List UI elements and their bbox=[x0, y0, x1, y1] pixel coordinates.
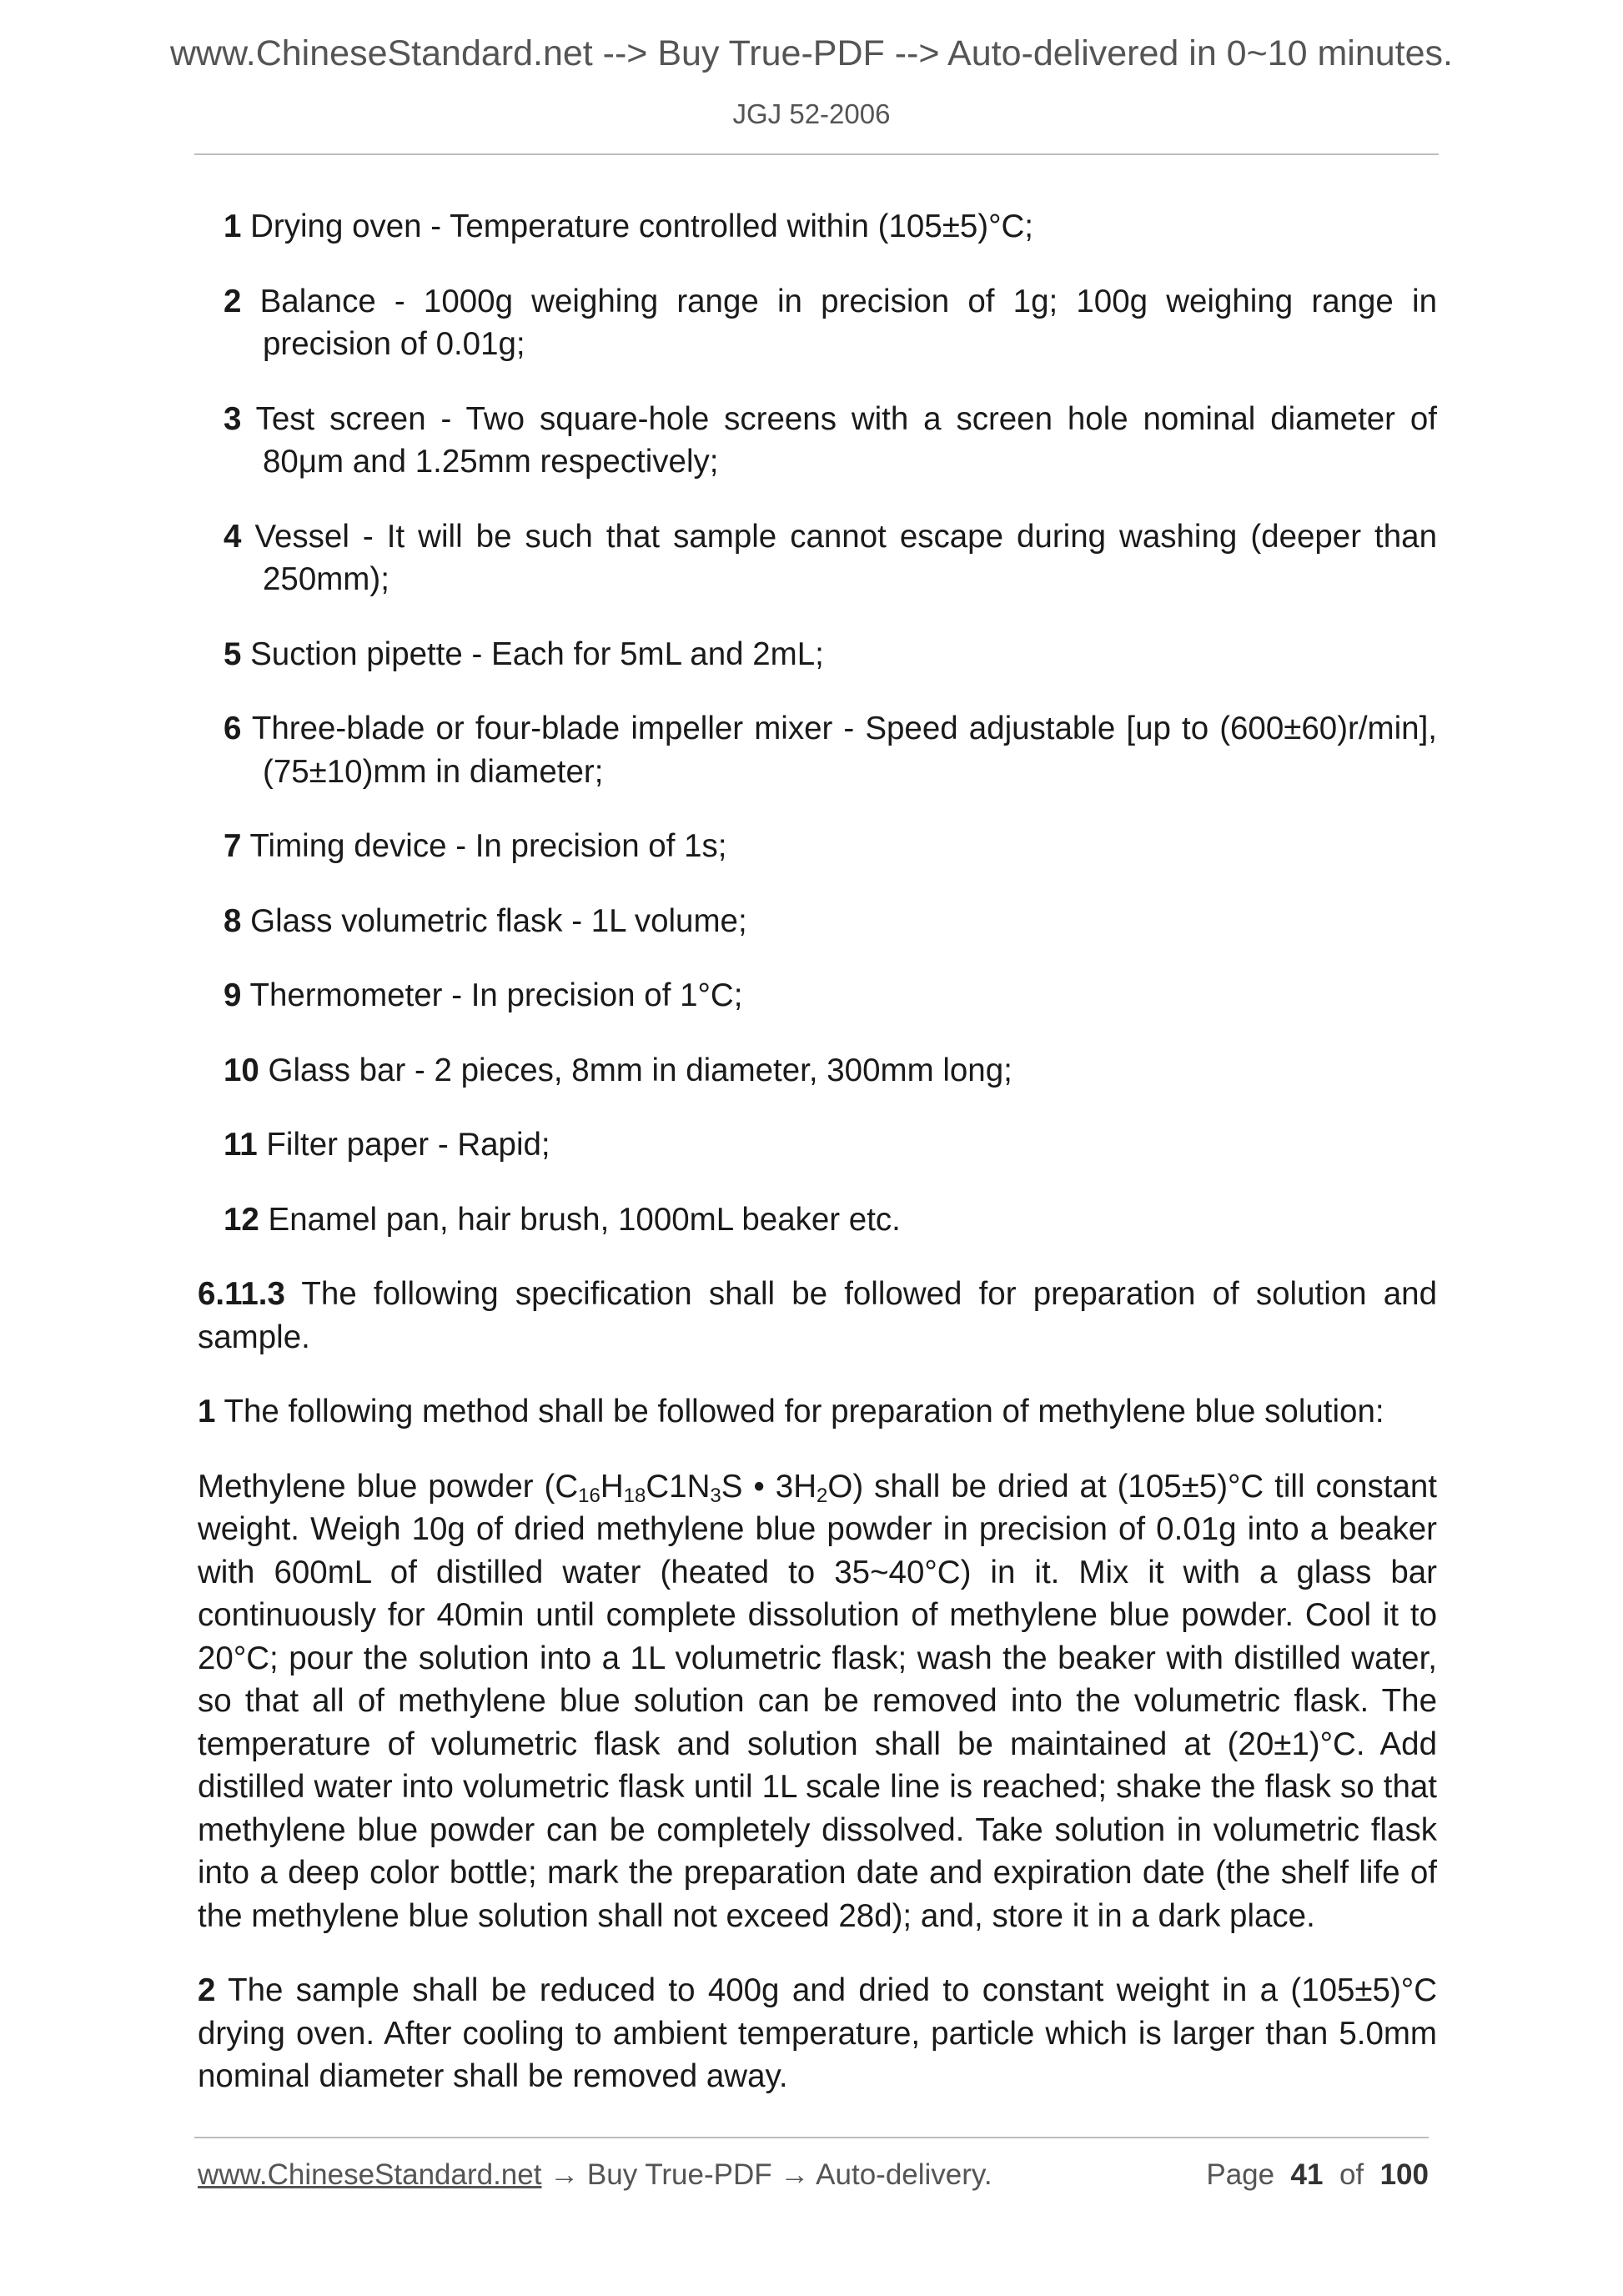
item-number: 11 bbox=[224, 1127, 258, 1163]
list-item bbox=[198, 900, 1437, 943]
of-label: of bbox=[1339, 2158, 1364, 2191]
list-item bbox=[198, 974, 1437, 1017]
list-item bbox=[198, 707, 1437, 793]
formula-text: H bbox=[600, 1468, 624, 1505]
page-label: Page bbox=[1206, 2158, 1275, 2191]
formula-text: C1N bbox=[646, 1468, 711, 1505]
step-2 bbox=[198, 1969, 1437, 2098]
item-text: Drying oven - Temperature controlled within (105±5)°C; bbox=[250, 208, 1033, 244]
list-item bbox=[198, 280, 1437, 366]
page-total: 100 bbox=[1379, 2158, 1429, 2191]
list-item bbox=[198, 633, 1437, 676]
formula-subscript: 2 bbox=[817, 1484, 828, 1507]
item-number: 1 bbox=[224, 208, 242, 244]
step-number: 2 bbox=[198, 1972, 216, 2008]
item-text: Timing device - In precision of 1s; bbox=[249, 828, 727, 864]
page-indicator bbox=[1206, 2158, 1429, 2192]
item-number: 10 bbox=[224, 1052, 259, 1088]
step-1 bbox=[198, 1390, 1437, 1434]
item-text: Balance - 1000g weighing range in precision of 1g; 100g weighing range in precision of 0.01g; bbox=[259, 283, 1437, 362]
step-number: 1 bbox=[198, 1394, 216, 1429]
list-item bbox=[198, 205, 1437, 249]
item-text: Filter paper - Rapid; bbox=[266, 1127, 550, 1163]
item-text: Glass bar - 2 pieces, 8mm in diameter, 300mm long; bbox=[268, 1052, 1012, 1088]
formula-text: Methylene blue powder (C bbox=[198, 1468, 579, 1505]
paragraph-text: O) shall be dried at (105±5)°C till constant weight. Weigh 10g of dried methylene blue powder in precision of 0.01g into a beaker with 600mL of distilled water (heated to 35~40°C) in it. Mix it with a glass bar continuously for 40min until complete dissolution of methylene blue powder. Cool it to 20°C; pour the solution into a 1L volumetric flask; wash the beaker with distilled water, so that all of methylene blue solution can be removed into the volumetric flask. The temperature of volumetric flask and solution shall be maintained at (20±1)°C. Add distilled water into volumetric flask until 1L scale line is reached; shake the flask so that methylene blue powder can be completely dissolved. Take solution in volumetric flask into a deep color bottle; mark the preparation date and expiration date (the shelf life of the methylene blue solution shall not exceed 28d); and, store it in a dark place. bbox=[198, 1468, 1437, 1934]
list-item bbox=[198, 1123, 1437, 1167]
item-text: Thermometer - In precision of 1°C; bbox=[249, 977, 743, 1013]
item-text: Vessel - It will be such that sample cannot escape during washing (deeper than 250mm); bbox=[254, 518, 1437, 597]
item-number: 9 bbox=[224, 977, 242, 1013]
page-footer bbox=[198, 2158, 1429, 2192]
list-item bbox=[198, 825, 1437, 868]
formula-subscript: 18 bbox=[623, 1484, 646, 1507]
item-number: 2 bbox=[224, 283, 242, 319]
item-number: 12 bbox=[224, 1201, 259, 1238]
footer-link[interactable]: www.ChineseStandard.net bbox=[198, 2158, 542, 2191]
list-item bbox=[198, 1198, 1437, 1242]
list-item bbox=[198, 1049, 1437, 1093]
section-clause bbox=[198, 1273, 1437, 1359]
footer-tagline: → Buy True-PDF → Auto-delivery. bbox=[541, 2158, 992, 2191]
document-body bbox=[198, 205, 1437, 2130]
formula-subscript: 3 bbox=[710, 1484, 721, 1507]
item-number: 8 bbox=[224, 902, 242, 939]
item-number: 3 bbox=[224, 400, 242, 437]
header-banner: www.ChineseStandard.net --> Buy True-PDF --> Auto-delivered in 0~10 minutes. bbox=[169, 33, 1453, 73]
item-number: 7 bbox=[224, 828, 242, 864]
step-text: The sample shall be reduced to 400g and dried to constant weight in a (105±5)°C drying oven. After cooling to ambient temperature, particle which is larger than 5.0mm nominal diameter shall be removed away. bbox=[198, 1972, 1437, 2094]
header-divider bbox=[194, 153, 1439, 155]
list-item bbox=[198, 515, 1437, 601]
item-number: 4 bbox=[224, 518, 242, 555]
item-text: Enamel pan, hair brush, 1000mL beaker etc. bbox=[268, 1201, 901, 1238]
item-number: 6 bbox=[224, 711, 242, 746]
item-text: Glass volumetric flask - 1L volume; bbox=[250, 902, 747, 939]
formula-subscript: 16 bbox=[578, 1484, 600, 1507]
list-item bbox=[198, 398, 1437, 484]
footer-divider bbox=[194, 2137, 1429, 2138]
standard-code: JGJ 52-2006 bbox=[732, 98, 891, 129]
section-number: 6.11.3 bbox=[198, 1276, 285, 1312]
section-text: The following specification shall be followed for preparation of solution and sample. bbox=[198, 1276, 1437, 1355]
formula-text: S • 3H bbox=[721, 1468, 817, 1505]
step-text: The following method shall be followed for preparation of methylene blue solution: bbox=[224, 1394, 1384, 1429]
page-number: 41 bbox=[1290, 2158, 1324, 2191]
item-text: Test screen - Two square-hole screens with a screen hole nominal diameter of 80μm and 1.25mm respectively; bbox=[255, 400, 1437, 480]
item-text: Three-blade or four-blade impeller mixer - Speed adjustable [up to (600±60)r/min], (75±10)mm in diameter; bbox=[251, 711, 1437, 790]
methylene-paragraph bbox=[198, 1465, 1437, 1938]
item-number: 5 bbox=[224, 636, 242, 672]
item-text: Suction pipette - Each for 5mL and 2mL; bbox=[250, 636, 824, 672]
